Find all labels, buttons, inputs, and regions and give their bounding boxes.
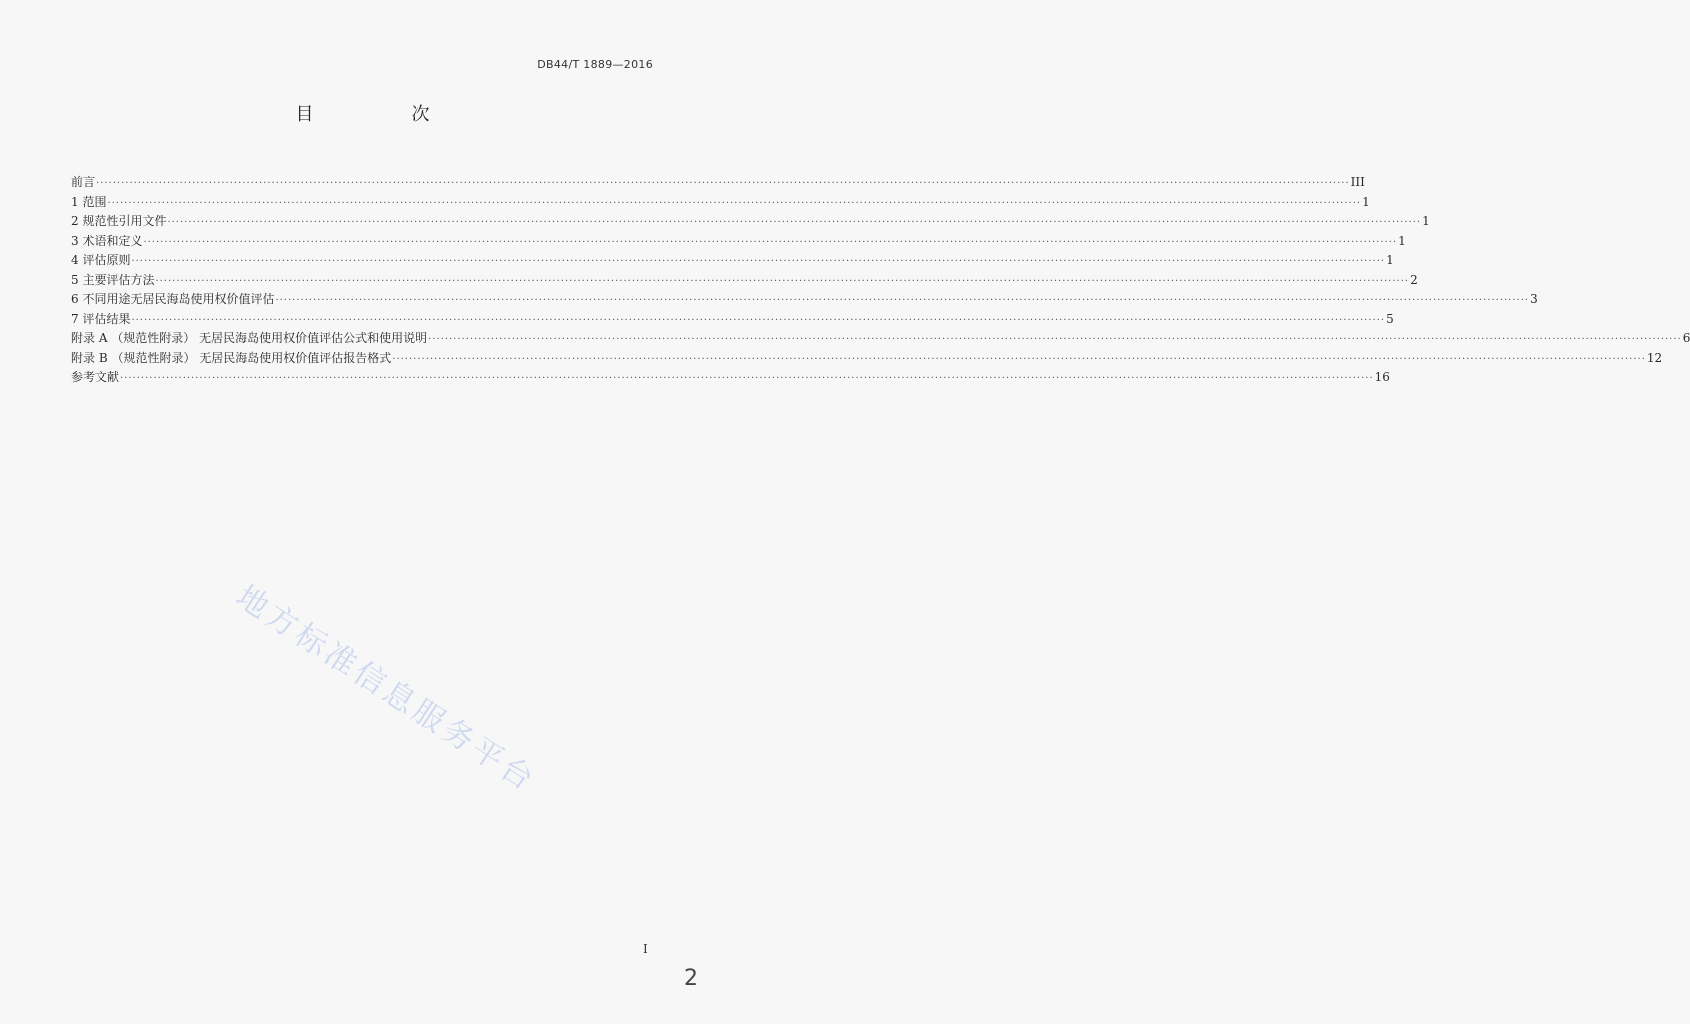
toc-entry-label: 1 范围: [71, 194, 107, 209]
toc-entry-label: 5 主要评估方法: [71, 272, 155, 287]
toc-entry-label: 附录 A （规范性附录） 无居民海岛使用权价值评估公式和使用说明: [71, 331, 428, 345]
toc-entry-page: 2: [1410, 272, 1418, 287]
toc-entry[interactable]: [71, 310, 1394, 330]
toc-entry-label: 附录 B （规范性附录） 无居民海岛使用权价值评估报告格式: [71, 350, 392, 365]
toc-leader-dots: ············································································································································································································································································································: [107, 197, 1362, 209]
toc-entry-label: 2 规范性引用文件: [71, 214, 167, 228]
toc-leader-dots: ············································································································································································································································································································: [131, 256, 1386, 267]
toc-leader-dots: ············································································································································································································································································································: [120, 373, 1374, 384]
toc-leader-dots: ············································································································································································································································································································: [428, 334, 1682, 345]
toc-leader-dots: ············································································································································································································································································································: [275, 295, 1530, 306]
toc-entry[interactable]: [71, 212, 1430, 232]
page-title: 目 次: [295, 104, 470, 125]
toc-entry-label: 前言: [71, 175, 96, 189]
toc-entry[interactable]: [71, 232, 1406, 252]
toc-leader-dots: ············································································································································································································································································································: [167, 217, 1422, 228]
toc-entry-page: 16: [1374, 370, 1390, 384]
toc-entry[interactable]: [71, 193, 1370, 213]
toc-entry[interactable]: [71, 251, 1394, 271]
page-number: I: [643, 942, 648, 956]
toc-entry-page: 1: [1422, 214, 1430, 228]
toc-entry-label: 7 评估结果: [71, 311, 131, 326]
toc-entry-page: 5: [1386, 311, 1394, 326]
toc-entry-label: 6 不同用途无居民海岛使用权价值评估: [71, 292, 275, 306]
toc-leader-dots: ············································································································································································································································································································: [143, 236, 1398, 248]
toc-entry[interactable]: [71, 271, 1418, 291]
scan-page-number: 2: [684, 966, 698, 991]
table-of-contents: [71, 173, 1690, 388]
toc-entry-label: 参考文献: [71, 370, 120, 384]
toc-leader-dots: ············································································································································································································································································································: [155, 275, 1410, 287]
toc-entry-page: III: [1350, 175, 1365, 189]
toc-entry-page: 1: [1398, 233, 1406, 248]
toc-entry[interactable]: [71, 368, 1390, 388]
document-code: DB44/T 1889—2016: [537, 58, 653, 71]
toc-entry-page: 1: [1362, 194, 1370, 209]
toc-entry[interactable]: [71, 173, 1365, 193]
toc-entry-page: 6: [1682, 331, 1690, 345]
toc-entry-page: 12: [1646, 350, 1663, 365]
toc-entry-page: 1: [1386, 253, 1394, 267]
toc-entry-label: 3 术语和定义: [71, 233, 143, 248]
watermark: 地方标准信息服务平台: [229, 578, 543, 800]
toc-entry[interactable]: [71, 290, 1538, 310]
toc-leader-dots: ············································································································································································································································································································: [131, 314, 1386, 326]
toc-entry[interactable]: [71, 349, 1663, 369]
toc-entry[interactable]: [71, 329, 1690, 349]
toc-leader-dots: ············································································································································································································································································································: [96, 178, 1350, 189]
toc-leader-dots: ············································································································································································································································································································: [392, 353, 1646, 365]
toc-entry-label: 4 评估原则: [71, 253, 131, 267]
toc-entry-page: 3: [1530, 292, 1538, 306]
